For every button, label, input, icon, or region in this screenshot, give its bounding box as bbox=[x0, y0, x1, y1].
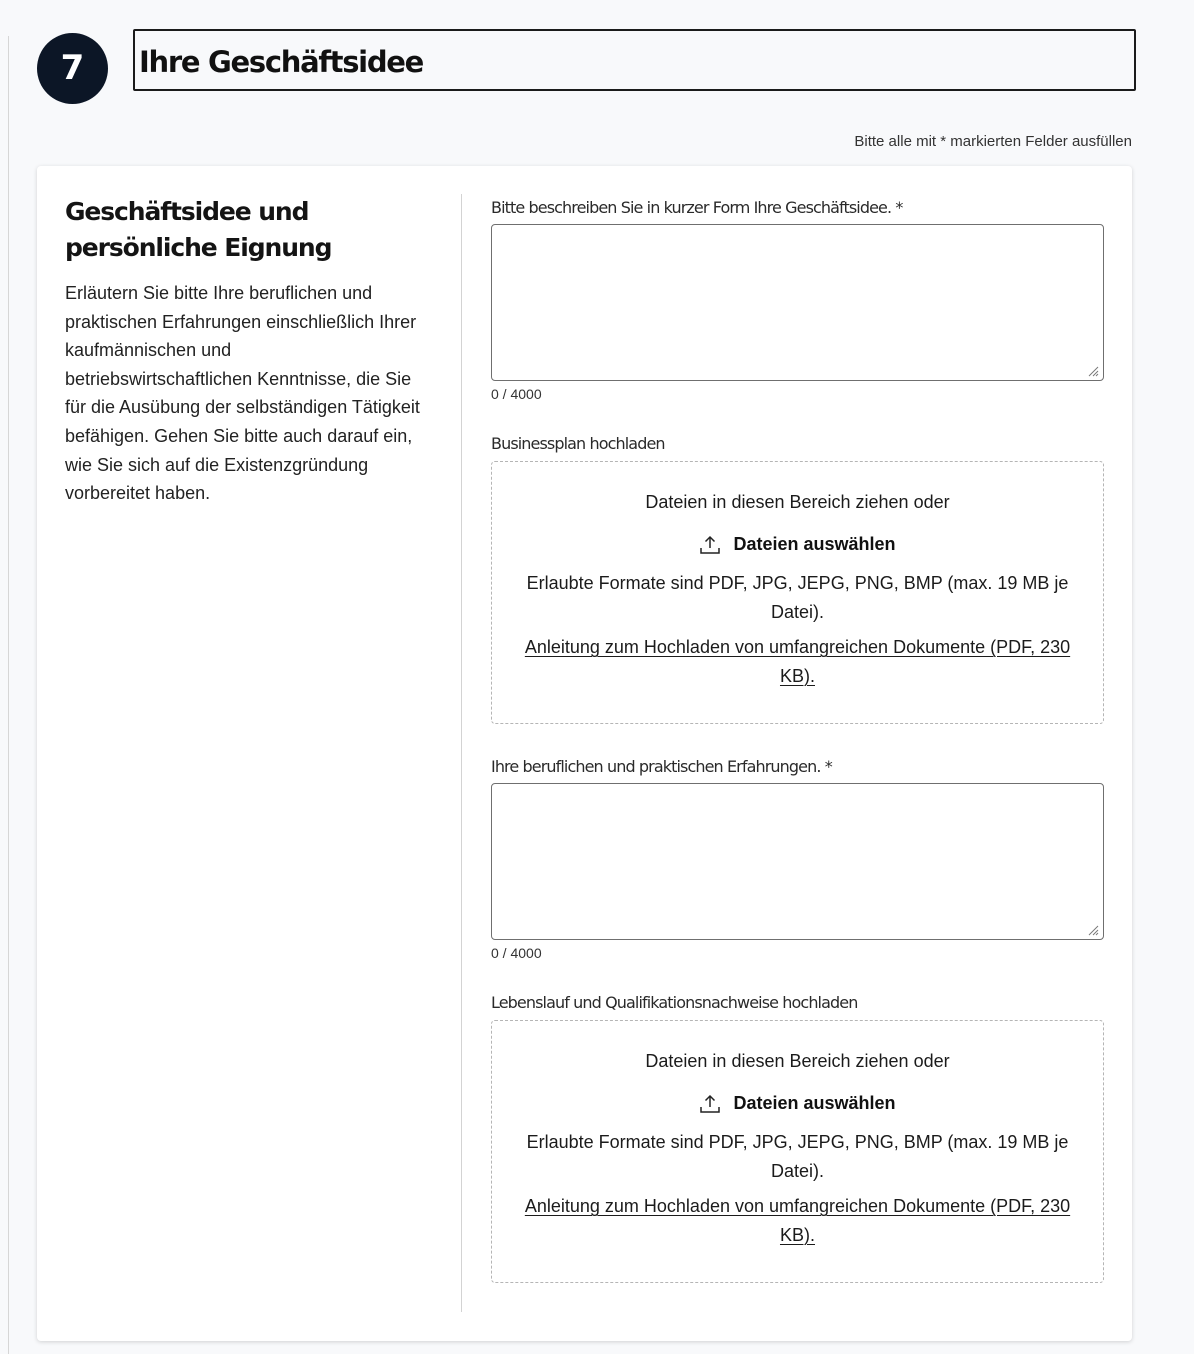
businessplan-dropzone[interactable] bbox=[491, 461, 1104, 724]
select-files-button[interactable] bbox=[699, 1093, 895, 1114]
allowed-formats-text: Erlaubte Formate sind PDF, JPG, JEPG, PNG, BMP (max. 19 MB je Datei). bbox=[526, 1132, 1069, 1181]
section-title-box bbox=[133, 29, 1136, 91]
cv-dropzone[interactable] bbox=[491, 1020, 1104, 1283]
businessplan-upload-label: Businessplan hochladen bbox=[491, 434, 665, 453]
business-idea-textarea[interactable] bbox=[491, 224, 1104, 381]
card-description: Erläutern Sie bitte Ihre beruflichen und praktischen Erfahrungen einschließlich Ihrer kaufmännischen und betriebswirtschaftlichen Kenntnisse, die Sie für die Ausübung der selbständigen Tätigkeit befähigen. Gehen Sie bitte auch darauf ein, wie Sie sich auf die Existenzgründung vorbereitet haben. bbox=[65, 283, 420, 504]
required-fields-hint: Bitte alle mit * markierten Felder ausfüllen bbox=[854, 133, 1132, 150]
cv-upload-label: Lebenslauf und Qualifikationsnachweise hochladen bbox=[491, 993, 858, 1012]
upload-guide-link[interactable]: Anleitung zum Hochladen von umfangreichen Dokumente (PDF, 230 KB). bbox=[524, 1196, 1071, 1245]
experience-char-counter: 0 / 4000 bbox=[491, 945, 542, 961]
select-files-label: Dateien auswählen bbox=[733, 534, 896, 554]
select-files-label: Dateien auswählen bbox=[733, 1093, 896, 1113]
upload-icon bbox=[699, 1094, 721, 1114]
allowed-formats-text: Erlaubte Formate sind PDF, JPG, JEPG, PNG, BMP (max. 19 MB je Datei). bbox=[526, 573, 1069, 622]
experience-textarea[interactable] bbox=[491, 783, 1104, 940]
experience-label: Ihre beruflichen und praktischen Erfahrungen. * bbox=[491, 757, 832, 776]
dropzone-drag-text: Dateien in diesen Bereich ziehen oder bbox=[645, 492, 950, 512]
upload-icon bbox=[699, 535, 721, 555]
dropzone-select-row bbox=[492, 534, 1103, 560]
section-title: Ihre Geschäftsidee bbox=[139, 45, 424, 79]
select-files-button[interactable] bbox=[699, 534, 895, 555]
upload-guide-link[interactable]: Anleitung zum Hochladen von umfangreichen Dokumente (PDF, 230 KB). bbox=[524, 637, 1071, 686]
card-heading: Geschäftsidee und persönliche Eignung bbox=[65, 197, 332, 262]
business-idea-label: Bitte beschreiben Sie in kurzer Form Ihre Geschäftsidee. * bbox=[491, 198, 903, 217]
business-idea-card bbox=[37, 166, 1132, 1341]
card-column-divider bbox=[461, 194, 462, 1312]
business-idea-char-counter: 0 / 4000 bbox=[491, 386, 542, 402]
dropzone-select-row bbox=[492, 1093, 1103, 1119]
page-left-rule bbox=[8, 36, 9, 1354]
dropzone-drag-text: Dateien in diesen Bereich ziehen oder bbox=[645, 1051, 950, 1071]
step-number-badge: 7 bbox=[37, 33, 108, 104]
